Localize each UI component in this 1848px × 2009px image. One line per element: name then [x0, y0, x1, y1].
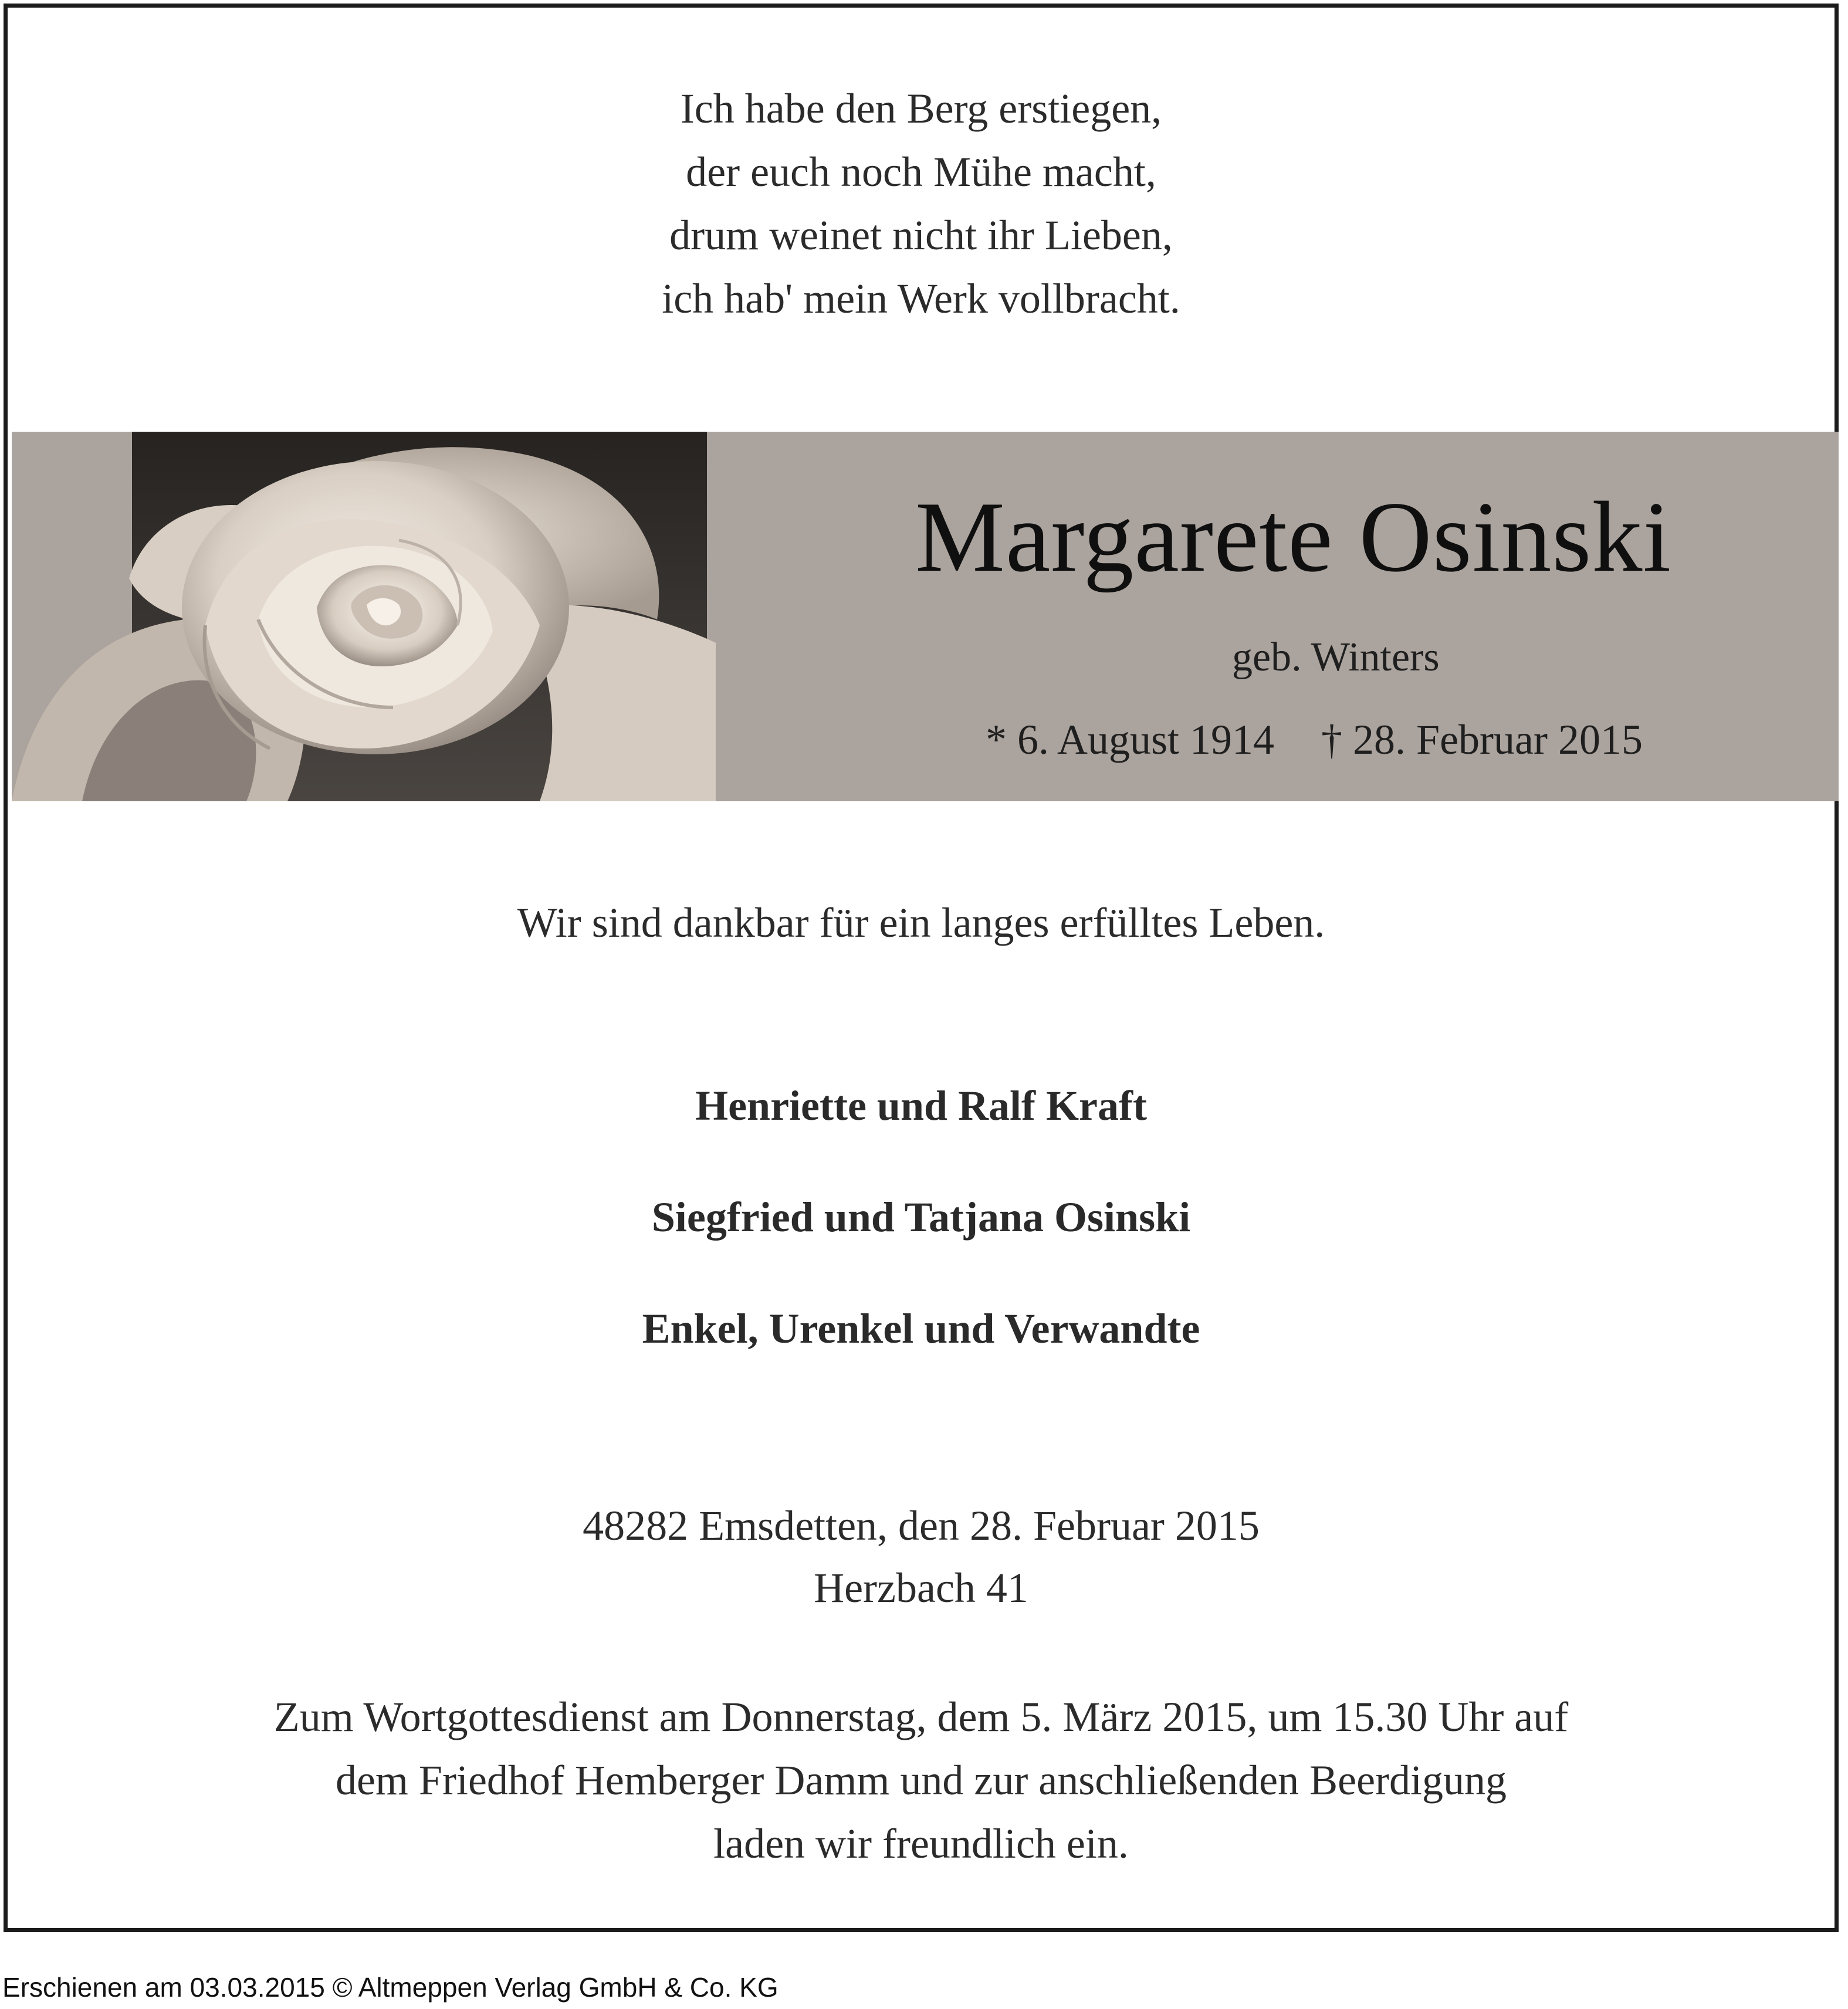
poem-line: ich hab' mein Werk vollbracht.: [662, 275, 1180, 322]
place-and-address: [8, 1495, 1835, 1619]
deceased-name: Margarete Osinski: [915, 482, 1672, 593]
service-line: laden wir freundlich ein.: [713, 1820, 1129, 1867]
mourner: Enkel, Urenkel und Verwandte: [642, 1305, 1200, 1352]
thanks-line: Wir sind dankbar für ein langes erfülltes Leben.: [517, 899, 1325, 946]
mourners-list: [8, 1076, 1835, 1411]
service-notice: [8, 1685, 1835, 1875]
poem: [8, 77, 1835, 330]
birth-date: * 6. August 1914: [986, 716, 1275, 763]
name-banner: [12, 432, 1839, 801]
death-date: † 28. Februar 2015: [1321, 716, 1643, 763]
publication-footer: Erschienen am 03.03.2015 © Altmeppen Verlag GmbH & Co. KG: [2, 1972, 779, 2003]
poem-line: drum weinet nicht ihr Lieben,: [669, 212, 1173, 259]
poem-line: der euch noch Mühe macht,: [686, 148, 1156, 195]
mourner: Siegfried und Tatjana Osinski: [651, 1194, 1191, 1241]
rose-image: [12, 432, 716, 801]
service-line: Zum Wortgottesdienst am Donnerstag, dem 5. März 2015, um 15.30 Uhr auf: [273, 1693, 1569, 1740]
life-dates: [986, 713, 1643, 766]
city-date: 48282 Emsdetten, den 28. Februar 2015: [583, 1502, 1260, 1549]
service-line: dem Friedhof Hemberger Damm und zur anschließenden Beerdigung: [335, 1757, 1507, 1804]
poem-line: Ich habe den Berg erstiegen,: [680, 85, 1162, 132]
maiden-name: geb. Winters: [1232, 635, 1440, 680]
street-address: Herzbach 41: [814, 1564, 1028, 1611]
mourner: Henriette und Ralf Kraft: [695, 1082, 1147, 1129]
obituary-frame: [4, 4, 1839, 1932]
